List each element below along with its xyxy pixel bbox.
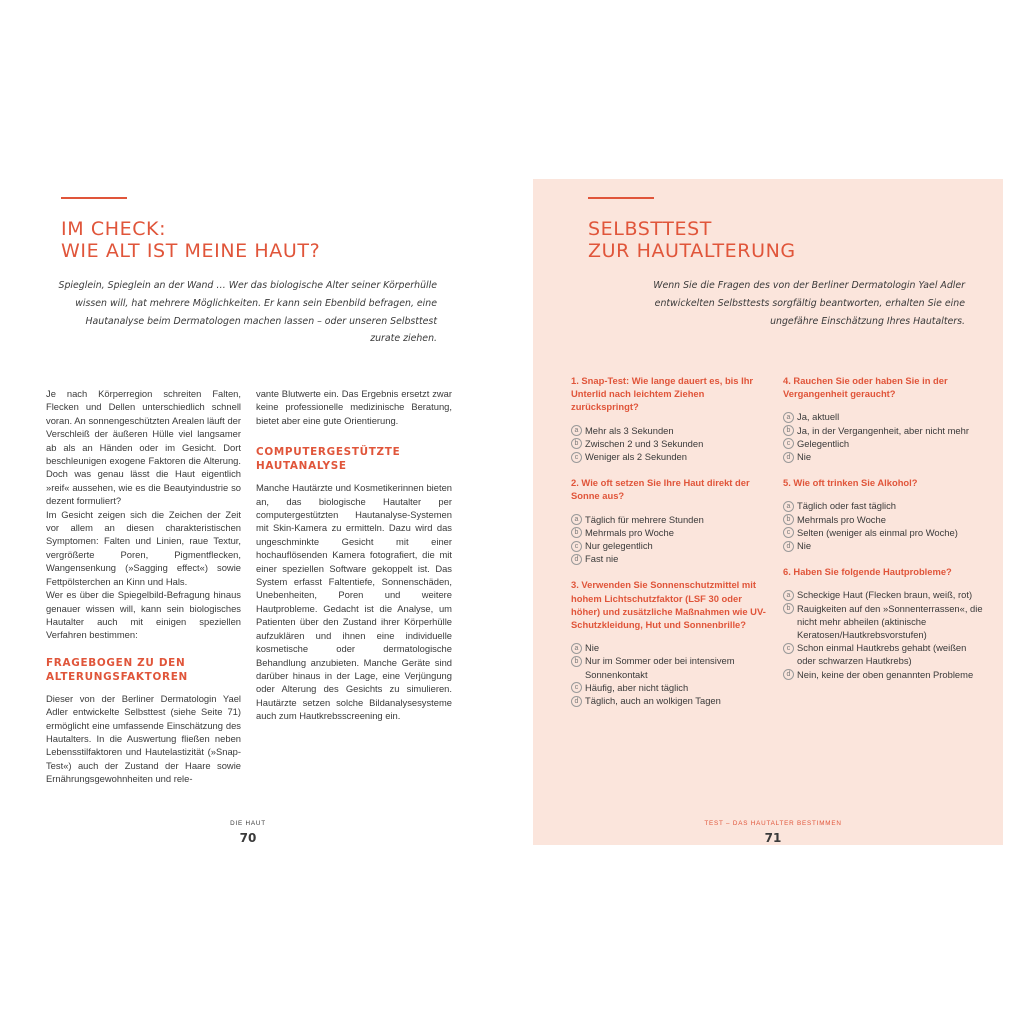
answer-list xyxy=(571,641,771,707)
answer-text: Häufig, aber nicht täglich xyxy=(585,681,689,693)
accent-rule xyxy=(588,197,654,199)
answer-option xyxy=(571,694,771,707)
answer-text: Gelegentlich xyxy=(797,437,850,449)
left-page xyxy=(18,179,515,845)
page-number: 70 xyxy=(239,831,257,845)
answer-text: Täglich oder fast täglich xyxy=(797,500,897,512)
answer-text: Nie xyxy=(797,540,812,552)
answer-option xyxy=(571,513,771,526)
intro-text: Wenn Sie die Fragen des von der Berliner Dermatologin Yael Adler entwickelten Selbsttests sorgfältig beantworten, erhalten Sie eine ungefähre Einschätzung Ihres Hautalters. xyxy=(653,280,965,327)
question-column-1 xyxy=(571,374,771,720)
answer-option xyxy=(571,681,771,694)
option-letter-badge: a xyxy=(571,425,582,436)
paragraph: Wer es über die Spiegelbild-Befragung hinaus genauer wissen will, kann sein biologisches Hautalter auch mit einigen speziellen Verfahren bestimmen: xyxy=(46,589,241,641)
paragraph: Manche Hautärzte und Kosmetikerinnen bieten an, das biologische Hautalter per computergestützten Hautanalyse-Systemen mit Skin-Kamera zu ermitteln. Dazu wird das ungeschminkte Gesicht mit einer hochauflösenden Kamera fotografiert, die mit einer speziellen Software gekoppelt ist. Das System erfasst Faltentiefe, Sonnenschäden, Unebenheiten, Poren und weitere Hautprobleme. Gedacht ist die Analyse, um Patienten über den Zustand ihrer Körperhülle aufzuklären und ihnen eine individuelle kosmetische oder dermatologische Behandlung anzubieten. Manche Geräte sind darüber hinaus in der Lage, eine Verjüngung oder Alterung des Gesichts zu simulieren. Hautärzte setzen solche Bildanalysesysteme auch zum Hautkrebsscreening ein. xyxy=(256,482,452,722)
page-title: IM CHECK: WIE ALT IST MEINE HAUT? xyxy=(61,218,321,262)
answer-text: Täglich, auch an wolkigen Tagen xyxy=(585,695,721,707)
option-letter-badge: d xyxy=(783,669,794,680)
answer-option xyxy=(783,641,983,667)
question-text: 1. Snap-Test: Wie lange dauert es, bis Ihr Unterlid nach leichtem Ziehen zurückspringt? xyxy=(571,375,754,413)
paragraph: vante Blutwerte ein. Das Ergebnis ersetzt zwar keine professionelle medizinische Beratung, bietet aber eine gute Orientierung. xyxy=(256,388,452,426)
option-letter-badge: c xyxy=(783,527,794,538)
option-letter-badge: b xyxy=(571,656,582,667)
section-heading: FRAGEBOGEN ZU DEN ALTERUNGSFAKTOREN xyxy=(46,656,188,683)
answer-option xyxy=(783,588,983,601)
option-letter-badge: a xyxy=(783,412,794,423)
answer-option xyxy=(783,539,983,552)
answer-text: Ja, aktuell xyxy=(797,411,840,423)
answer-option xyxy=(571,552,771,565)
paragraph: Im Gesicht zeigen sich die Zeichen der Zeit vor allem an diesen charakteristischen Symptomen: Falten und Linien, raue Textur, vergrößerte Poren, Pigmentflecken, Wangensenkung (»Sagging effect«) sowie Fettpölsterchen an Kinn und Hals. xyxy=(46,508,241,587)
option-letter-badge: c xyxy=(783,438,794,449)
option-letter-badge: c xyxy=(571,452,582,463)
answer-list xyxy=(783,499,983,552)
answer-option xyxy=(783,668,983,681)
option-letter-badge: d xyxy=(783,541,794,552)
page-number: 71 xyxy=(764,831,782,845)
answer-option xyxy=(783,513,983,526)
option-letter-badge: b xyxy=(571,438,582,449)
option-letter-badge: a xyxy=(571,514,582,525)
answer-option xyxy=(783,526,983,539)
answer-text: Nur im Sommer oder bei intensivem Sonnenkontakt xyxy=(585,655,735,680)
paragraph: Je nach Körperregion schreiten Falten, Flecken und Dellen unterschiedlich schnell voran. An sonnengeschützten Arealen läuft der Verschleiß der äußeren Hülle viel langsamer ab als an Händen oder im Gesicht. Dort beschleunigen exogene Faktoren die Alterung. Doch was genau lässt die Haut eigentlich »reif« aussehen, wie es die Beautyindustrie so dezent formuliert? xyxy=(46,388,241,507)
answer-option xyxy=(783,499,983,512)
option-letter-badge: a xyxy=(783,501,794,512)
paragraph: Dieser von der Berliner Dermatologin Yael Adler entwickelte Selbsttest (siehe Seite 71) ermöglicht eine umfassende Einschätzung des Hautalters. In die Auswertung fließen neben Lebensstilfaktoren und Hautelastizität (»Snap-Test«) auch der Zustand der Haare sowie Ernährungsgewohnheiten und rele- xyxy=(46,692,241,785)
answer-list xyxy=(783,588,983,680)
question-text: 3. Verwenden Sie Sonnenschutzmittel mit hohem Lichtschutzfaktor (LSF 30 oder höher) und zusätzliche Maßnahmen wie UV-Schutzkleidung, Hut und Sonnenbrille? xyxy=(571,579,766,631)
option-letter-badge: c xyxy=(571,541,582,552)
answer-text: Mehr als 3 Sekunden xyxy=(585,424,674,436)
answer-option xyxy=(571,654,771,680)
answer-option xyxy=(571,526,771,539)
accent-rule xyxy=(61,197,127,199)
answer-option xyxy=(571,424,771,437)
answer-text: Mehrmals pro Woche xyxy=(797,513,886,525)
answer-text: Schon einmal Hautkrebs gehabt (weißen oder schwarzen Hautkrebs) xyxy=(797,642,967,667)
answer-option xyxy=(571,437,771,450)
option-letter-badge: a xyxy=(571,643,582,654)
answer-text: Nur gelegentlich xyxy=(585,540,653,552)
question-text: 2. Wie oft setzen Sie Ihre Haut direkt der Sonne aus? xyxy=(571,477,750,502)
answer-list xyxy=(571,424,771,464)
option-letter-badge: a xyxy=(783,590,794,601)
option-letter-badge: c xyxy=(783,643,794,654)
answer-list xyxy=(783,410,983,463)
question-text: 4. Rauchen Sie oder haben Sie in der Vergangenheit geraucht? xyxy=(783,375,948,400)
answer-text: Scheckige Haut (Flecken braun, weiß, rot) xyxy=(797,589,973,601)
text-column-1 xyxy=(46,387,241,786)
option-letter-badge: b xyxy=(571,527,582,538)
answer-option xyxy=(783,424,983,437)
answer-option xyxy=(783,437,983,450)
option-letter-badge: c xyxy=(571,682,582,693)
answer-text: Weniger als 2 Sekunden xyxy=(585,451,687,463)
text-column-2 xyxy=(256,387,452,723)
answer-option xyxy=(571,450,771,463)
answer-text: Nie xyxy=(585,642,600,654)
answer-option xyxy=(783,602,983,642)
running-footer: TEST – DAS HAUTALTER BESTIMMEN xyxy=(704,820,842,827)
page-title: SELBSTTEST ZUR HAUTALTERUNG xyxy=(588,218,796,262)
answer-text: Nie xyxy=(797,451,812,463)
option-letter-badge: b xyxy=(783,603,794,614)
option-letter-badge: d xyxy=(571,696,582,707)
answer-text: Täglich für mehrere Stunden xyxy=(585,513,704,525)
running-footer: DIE HAUT xyxy=(230,820,266,827)
option-letter-badge: d xyxy=(571,554,582,565)
question-text: 6. Haben Sie folgende Hautprobleme? xyxy=(783,566,952,578)
option-letter-badge: b xyxy=(783,425,794,436)
answer-text: Selten (weniger als einmal pro Woche) xyxy=(797,526,958,538)
answer-text: Nein, keine der oben genannten Probleme xyxy=(797,668,974,680)
question-column-2 xyxy=(783,374,983,694)
answer-text: Zwischen 2 und 3 Sekunden xyxy=(585,437,704,449)
answer-option xyxy=(571,641,771,654)
section-heading: COMPUTERGESTÜTZTE HAUTANALYSE xyxy=(256,446,401,473)
answer-text: Ja, in der Vergangenheit, aber nicht mehr xyxy=(797,424,969,436)
question-text: 5. Wie oft trinken Sie Alkohol? xyxy=(783,477,918,489)
intro-text: Spieglein, Spieglein an der Wand … Wer das biologische Alter seiner Körperhülle wissen will, hat mehrere Möglichkeiten. Er kann sein Ebenbild befragen, eine Hautanalyse beim Dermatologen machen lassen – oder unseren Selbsttest zurate ziehen. xyxy=(58,280,437,345)
answer-option xyxy=(783,410,983,423)
option-letter-badge: d xyxy=(783,452,794,463)
answer-option xyxy=(783,450,983,463)
answer-option xyxy=(571,539,771,552)
right-page xyxy=(533,179,1003,845)
option-letter-badge: b xyxy=(783,514,794,525)
answer-text: Mehrmals pro Woche xyxy=(585,526,674,538)
answer-list xyxy=(571,513,771,566)
answer-text: Fast nie xyxy=(585,553,619,565)
answer-text: Rauigkeiten auf den »Sonnenterrassen«, die nicht mehr abheilen (aktinische Keratosen/Hautkrebsvorstufen) xyxy=(797,602,983,641)
